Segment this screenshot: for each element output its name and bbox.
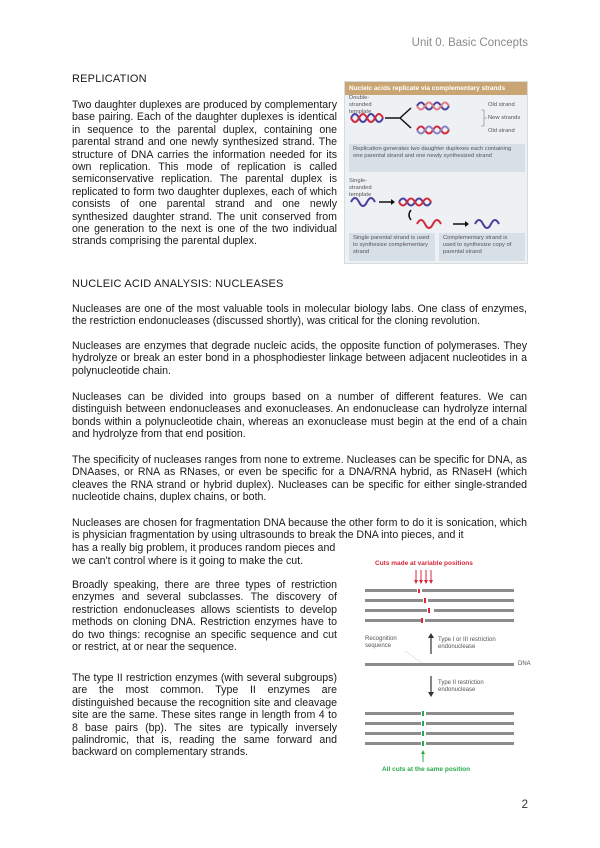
- label-recognition: Recognition sequence: [365, 636, 397, 649]
- paragraph-nucleases-3: Nucleases can be divided into groups based on a number of different features. We can distinguish between endonucleases and exonucleases. An endonuclease can hydrolyze internal bonds within a polynucleotide chain, whereas an exonuclease must begin at the end of a chain and hydrolyze from that end position.: [72, 391, 527, 441]
- figure-title: Nucleic acids replicate via complementary strands: [345, 82, 527, 95]
- heading-nucleases: NUCLEIC ACID ANALYSIS: NUCLEASES: [72, 278, 284, 290]
- label-type1: Type I or III restriction endonuclease: [438, 637, 496, 650]
- paragraph-nucleases-1: Nucleases are one of the most valuable tools in molecular biology labs. One class of enzymes, the restriction endonucleases (discussed shortly), was critical for the cloning revolution.: [72, 303, 527, 328]
- paragraph-nucleases-7: The type II restriction enzymes (with several subgroups) are the most common. Type II enzymes are distinguished because the recognition site and cleavage site are the same. These sites range in length from 4 to 8 base pairs (bp). The sites are typically inversely palindromic, that is, reading the same forward and backward on complementary strands.: [72, 672, 337, 759]
- label-dna: DNA: [518, 661, 531, 667]
- label-double-stranded: Double-stranded template: [349, 95, 372, 115]
- figure-replication: [344, 81, 528, 264]
- label-old-strand-top: Old strand: [488, 102, 515, 108]
- restriction-diagram-icon: [360, 556, 540, 796]
- caption-right: Complementary strand is used to synthesize copy of parental strand: [439, 233, 525, 261]
- label-same-cuts: All cuts at the same position: [382, 766, 471, 773]
- paragraph-replication: Two daughter duplexes are produced by complementary base pairing. Each of the daughter duplexes is identical in sequence to the parental duplex, containing one parental strand and one newly synthesized strand. The structure of DNA carries the information needed for its own replication. This mode of replication is called semiconservative replication. The parental duplex is replicated to form two daughter duplexes, each of which consists of one parental strand and one newly synthesized daughter strand. The unit conserved from one generation to the next is one of the two individual strands comprising the parental duplex.: [72, 99, 337, 248]
- paragraph-nucleases-6: Broadly speaking, there are three types of restriction enzymes and several subclasses. The discovery of restriction endonucleases allows scientists to develop methods on cloning DNA. Restriction enzymes have to do two things: recognise an specific sequence and cut or restrict, at or near the sequence.: [72, 579, 337, 654]
- paragraph-nucleases-5b: has a really big problem, it produces random pieces and: [72, 542, 336, 554]
- running-header: Unit 0. Basic Concepts: [411, 37, 528, 49]
- label-variable-cuts: Cuts made at variable positions: [375, 560, 473, 567]
- paragraph-nucleases-2: Nucleases are enzymes that degrade nucleic acids, the opposite function of polymerases. They hydrolyze or break an ester bond in a phosphodiester linkage between adjacent nucleotides in a polynucleotide chain.: [72, 340, 527, 377]
- label-single-stranded: Single-stranded template: [349, 178, 372, 198]
- paragraph-nucleases-5c: we can't control where is it going to make the cut.: [72, 555, 304, 567]
- label-type2: Type II restriction endonuclease: [438, 680, 484, 693]
- paragraph-nucleases-4: The specificity of nucleases ranges from none to extreme. Nucleases can be specific for DNA, as DNAases, or RNA as RNases, or even be specific for a DNA/RNA hybrid, as RNaseH (which cleaves the RNA strand or hybrid duplex). Nucleases can be specific for either single-stranded nucleotide chains, duplex chains, or both.: [72, 454, 527, 504]
- caption-replication: Replication generates two daughter duplexes each containing one parental strand and one newly synthesized strand: [349, 144, 525, 172]
- figure-restriction: [360, 556, 540, 796]
- label-new-strands: New strands: [488, 115, 521, 121]
- heading-replication: REPLICATION: [72, 73, 147, 85]
- page-number: 2: [521, 799, 528, 811]
- caption-left: Single parental strand is used to synthesize complementary strand: [349, 233, 435, 261]
- label-old-strand-bottom: Old strand: [488, 128, 515, 134]
- paragraph-nucleases-5a: Nucleases are chosen for fragmentation DNA because the other form to do it is sonication, which is physician fragmentation by using ultrasounds to break the DNA into pieces, and it: [72, 517, 527, 542]
